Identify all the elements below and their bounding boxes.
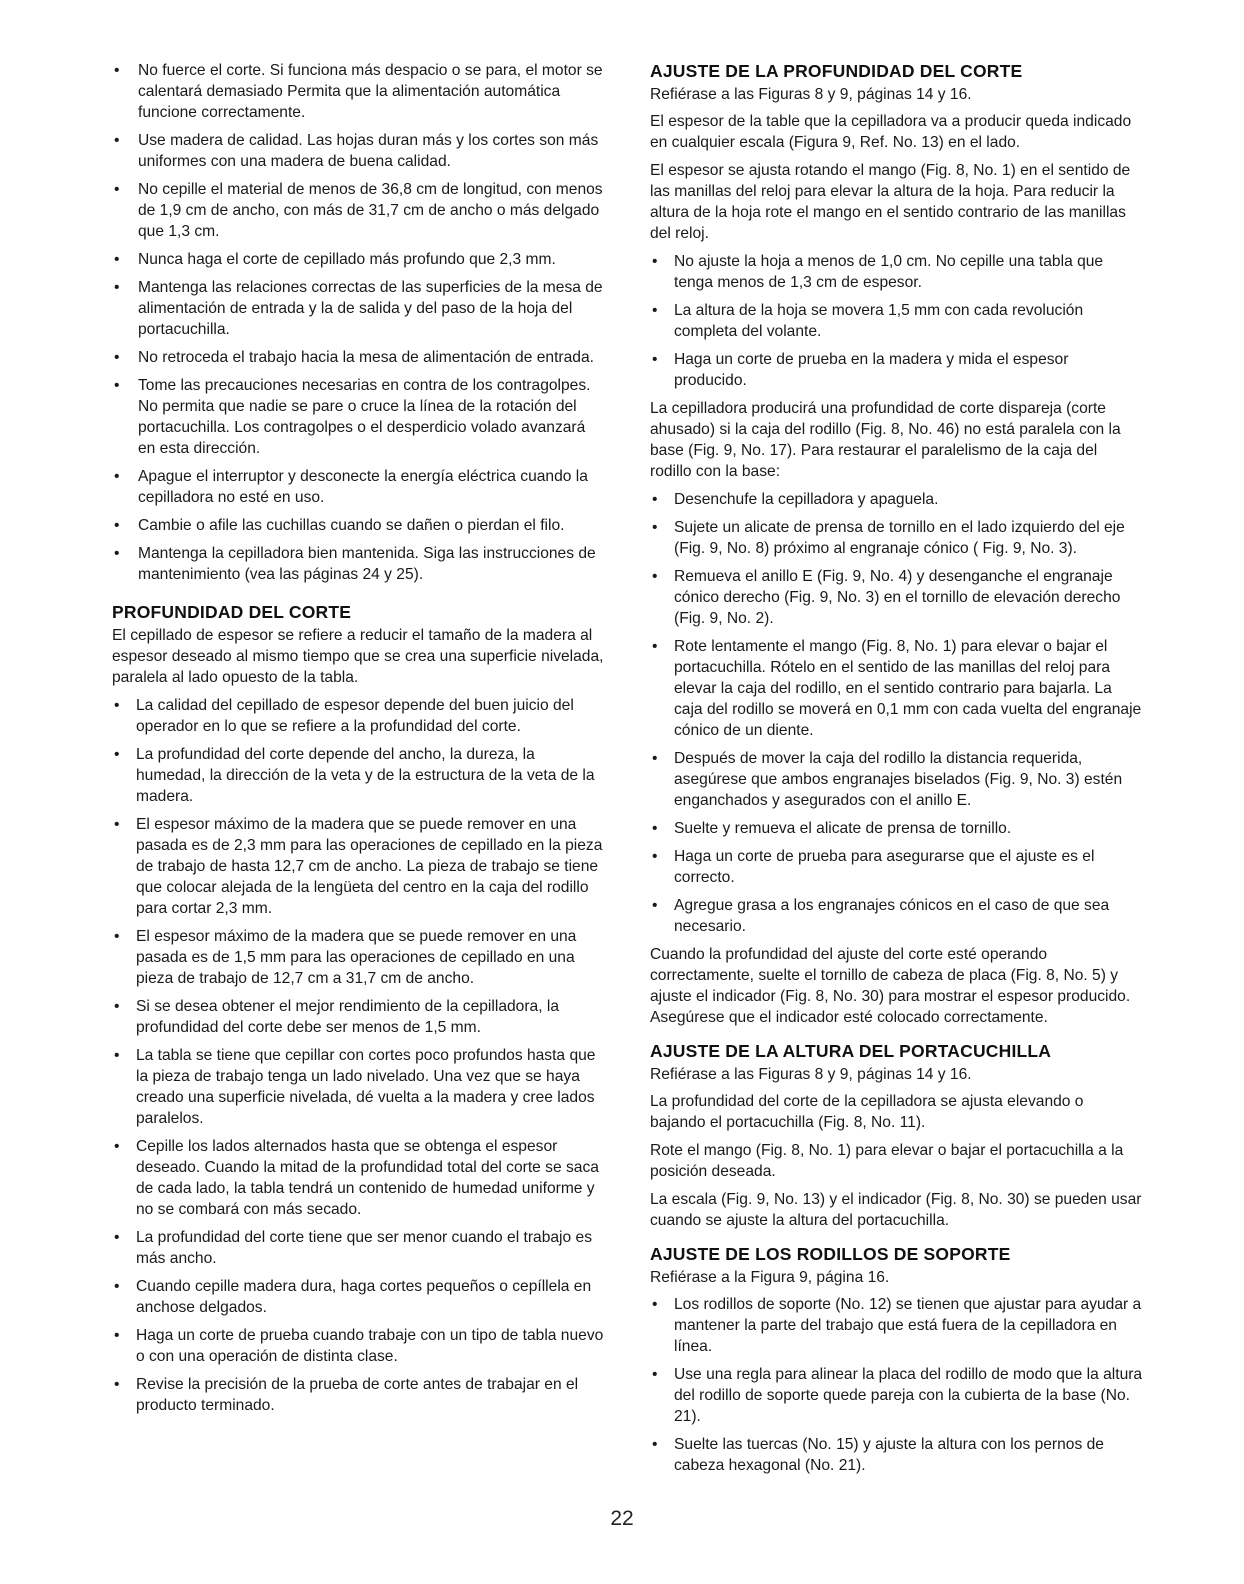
ajuste-bullet-list-2: [650, 489, 1143, 937]
paragraph: La escala (Fig. 9, No. 13) y el indicador (Fig. 8, No. 30) se pueden usar cuando se ajuste la altura del portacuchilla.: [650, 1191, 1142, 1229]
list-item: • Nunca haga el corte de cepillado más profundo que 2,3 mm.: [112, 249, 604, 270]
list-item: • Remueva el anillo E (Fig. 9, No. 4) y desenganche el engranaje cónico derecho (Fig. 9, No. 3) en el tornillo de elevación derecho (Fig. 9, No. 2).: [650, 566, 1143, 629]
list-item: • Suelte las tuercas (No. 15) y ajuste la altura con los pernos de cabeza hexagonal (No. 21).: [650, 1434, 1143, 1476]
list-item: • No cepille el material de menos de 36,8 cm de longitud, con menos de 1,9 cm de ancho, con más de 31,7 cm de ancho o más delgado que 1,3 cm.: [112, 179, 604, 242]
list-item: • Haga un corte de prueba en la madera y mida el espesor producido.: [650, 349, 1143, 391]
list-item: • Haga un corte de prueba cuando trabaje con un tipo de tabla nuevo o con una operación de distinta clase.: [112, 1325, 604, 1367]
paragraph: Cuando la profundidad del ajuste del corte esté operando correctamente, suelte el tornillo de cabeza de placa (Fig. 8, No. 5) y ajuste el indicador (Fig. 8, No. 30) para mostrar el espesor producido. Asegúrese que el indicador esté colocado correctamente.: [650, 946, 1131, 1026]
list-item: • La tabla se tiene que cepillar con cortes poco profundos hasta que la pieza de trabajo tenga un lado nivelado. Una vez que se haya creado una superficie nivelada, dé vuelta a la madera y cree lados paralelos.: [112, 1045, 604, 1129]
list-item: • La profundidad del corte depende del ancho, la dureza, la humedad, la dirección de la veta y de la estructura de la veta de la madera.: [112, 744, 604, 807]
right-column: [650, 60, 1143, 1483]
page-number: 22: [610, 1507, 634, 1530]
list-item: • Rote lentamente el mango (Fig. 8, No. 1) para elevar o bajar el portacuchilla. Rótelo en el sentido de las manillas del reloj para elevar la caja del rodillo, en el sentido contrario para bajarla. La caja del rodillo se moverá en 0,1 mm con cada vuelta del engranaje cónico de un diente.: [650, 636, 1143, 741]
list-item: • El espesor máximo de la madera que se puede remover en una pasada es de 1,5 mm para las operaciones de cepillado en una pieza de trabajo de 12,7 cm a 31,7 cm de ancho.: [112, 926, 604, 989]
paragraph: El espesor de la table que la cepilladora va a producir queda indicado en cualquier escala (Figura 9, Ref. No. 13) en el lado.: [650, 113, 1132, 151]
list-item: • Use una regla para alinear la placa del rodillo de modo que la altura del rodillo de soporte quede pareja con la cubierta de la base (No. 21).: [650, 1364, 1143, 1427]
safety-bullet-list: [112, 60, 604, 585]
list-item: • No fuerce el corte. Si funciona más despacio o se para, el motor se calentará demasiado Permita que la alimentación automática funcione correctamente.: [112, 60, 604, 123]
list-item: • Tome las precauciones necesarias en contra de los contragolpes. No permita que nadie se pare o cruce la línea de la rotación del portacuchilla. Los contragolpes o el desperdicio volado avanzará en esta dirección.: [112, 375, 604, 459]
section-heading-ajuste-altura: AJUSTE DE LA ALTURA DEL PORTACUCHILLA: [650, 1041, 1052, 1061]
section-heading-profundidad: PROFUNDIDAD DEL CORTE: [112, 602, 352, 622]
paragraph: La profundidad del corte de la cepilladora se ajusta elevando o bajando el portacuchilla (Fig. 8, No. 11).: [650, 1093, 1084, 1131]
list-item: • Cepille los lados alternados hasta que se obtenga el espesor deseado. Cuando la mitad de la profundidad total del corte se saca de cada lado, la tabla tendrá un contenido de humedad uniforme y no se combará con más secado.: [112, 1136, 604, 1220]
list-item: • Los rodillos de soporte (No. 12) se tienen que ajustar para ayudar a mantener la parte del trabajo que está fuera de la cepilladora en línea.: [650, 1294, 1143, 1357]
section-heading-ajuste-profundidad: AJUSTE DE LA PROFUNDIDAD DEL CORTE: [650, 61, 1023, 81]
list-item: • Agregue grasa a los engranajes cónicos en el caso de que sea necesario.: [650, 895, 1143, 937]
list-item: • Cuando cepille madera dura, haga cortes pequeños o cepíllela en anchose delgados.: [112, 1276, 604, 1318]
list-item: • Desenchufe la cepilladora y apaguela.: [650, 489, 1143, 510]
list-item: • Sujete un alicate de prensa de tornillo en el lado izquierdo del eje (Fig. 9, No. 8) próximo al engranaje cónico ( Fig. 9, No. 3).: [650, 517, 1143, 559]
rodillos-bullet-list: [650, 1294, 1143, 1476]
section-intro: El cepillado de espesor se refiere a reducir el tamaño de la madera al espesor deseado al mismo tiempo que se crea una superficie nivelada, paralela al lado opuesto de la tabla.: [112, 627, 604, 686]
list-item: • No ajuste la hoja a menos de 1,0 cm. No cepille una tabla que tenga menos de 1,3 cm de espesor.: [650, 251, 1143, 293]
list-item: • La profundidad del corte tiene que ser menor cuando el trabajo es más ancho.: [112, 1227, 604, 1269]
list-item: • El espesor máximo de la madera que se puede remover en una pasada es de 2,3 mm para las operaciones de cepillado en la pieza de trabajo de hasta 12,7 cm de ancho. La pieza de trabajo se tiene que colocar alejada de la lengüeta del centro en la caja del rodillo para cortar 2,3 mm.: [112, 814, 604, 919]
paragraph: La cepilladora producirá una profundidad de corte dispareja (corte ahusado) si la caja del rodillo (Fig. 8, No. 46) no está paralela con la base (Fig. 9, No. 17). Para restaurar el paralelismo de la caja del rodillo con la base:: [650, 400, 1121, 480]
list-item: • Use madera de calidad. Las hojas duran más y los cortes son más uniformes con una madera de buena calidad.: [112, 130, 604, 172]
paragraph: El espesor se ajusta rotando el mango (Fig. 8, No. 1) en el sentido de las manillas del reloj para elevar la altura de la hoja. Para reducir la altura de la hoja rote el mango en el sentido contrario de las manillas del reloj.: [650, 162, 1131, 242]
list-item: • Cambie o afile las cuchillas cuando se dañen o pierdan el filo.: [112, 515, 604, 536]
list-item: • Después de mover la caja del rodillo la distancia requerida, asegúrese que ambos engranajes biselados (Fig. 9, No. 3) estén enganchados y asegurados con el anillo E.: [650, 748, 1143, 811]
figure-reference: Refiérase a las Figuras 8 y 9, páginas 14 y 16.: [650, 86, 972, 103]
paragraph: Rote el mango (Fig. 8, No. 1) para elevar o bajar el portacuchilla a la posición deseada.: [650, 1142, 1124, 1180]
list-item: • Apague el interruptor y desconecte la energía eléctrica cuando la cepilladora no esté en uso.: [112, 466, 604, 508]
list-item: • La altura de la hoja se movera 1,5 mm con cada revolución completa del volante.: [650, 300, 1143, 342]
list-item: • La calidad del cepillado de espesor depende del buen juicio del operador en lo que se refiere a la profundidad del corte.: [112, 695, 604, 737]
ajuste-bullet-list-1: [650, 251, 1143, 391]
profundidad-bullet-list: [112, 695, 604, 1416]
list-item: • Haga un corte de prueba para asegurarse que el ajuste es el correcto.: [650, 846, 1143, 888]
list-item: • Mantenga la cepilladora bien mantenida. Siga las instrucciones de mantenimiento (vea las páginas 24 y 25).: [112, 543, 604, 585]
list-item: • Revise la precisión de la prueba de corte antes de trabajar en el producto terminado.: [112, 1374, 604, 1416]
figure-reference: Refiérase a la Figura 9, página 16.: [650, 1269, 890, 1286]
list-item: • Si se desea obtener el mejor rendimiento de la cepilladora, la profundidad del corte debe ser menos de 1,5 mm.: [112, 996, 604, 1038]
figure-reference: Refiérase a las Figuras 8 y 9, páginas 14 y 16.: [650, 1066, 972, 1083]
list-item: • No retroceda el trabajo hacia la mesa de alimentación de entrada.: [112, 347, 604, 368]
section-heading-rodillos: AJUSTE DE LOS RODILLOS DE SOPORTE: [650, 1244, 1011, 1264]
list-item: • Suelte y remueva el alicate de prensa de tornillo.: [650, 818, 1143, 839]
left-column: [112, 60, 604, 1423]
list-item: • Mantenga las relaciones correctas de las superficies de la mesa de alimentación de entrada y la de salida y del paso de la hoja del portacuchilla.: [112, 277, 604, 340]
